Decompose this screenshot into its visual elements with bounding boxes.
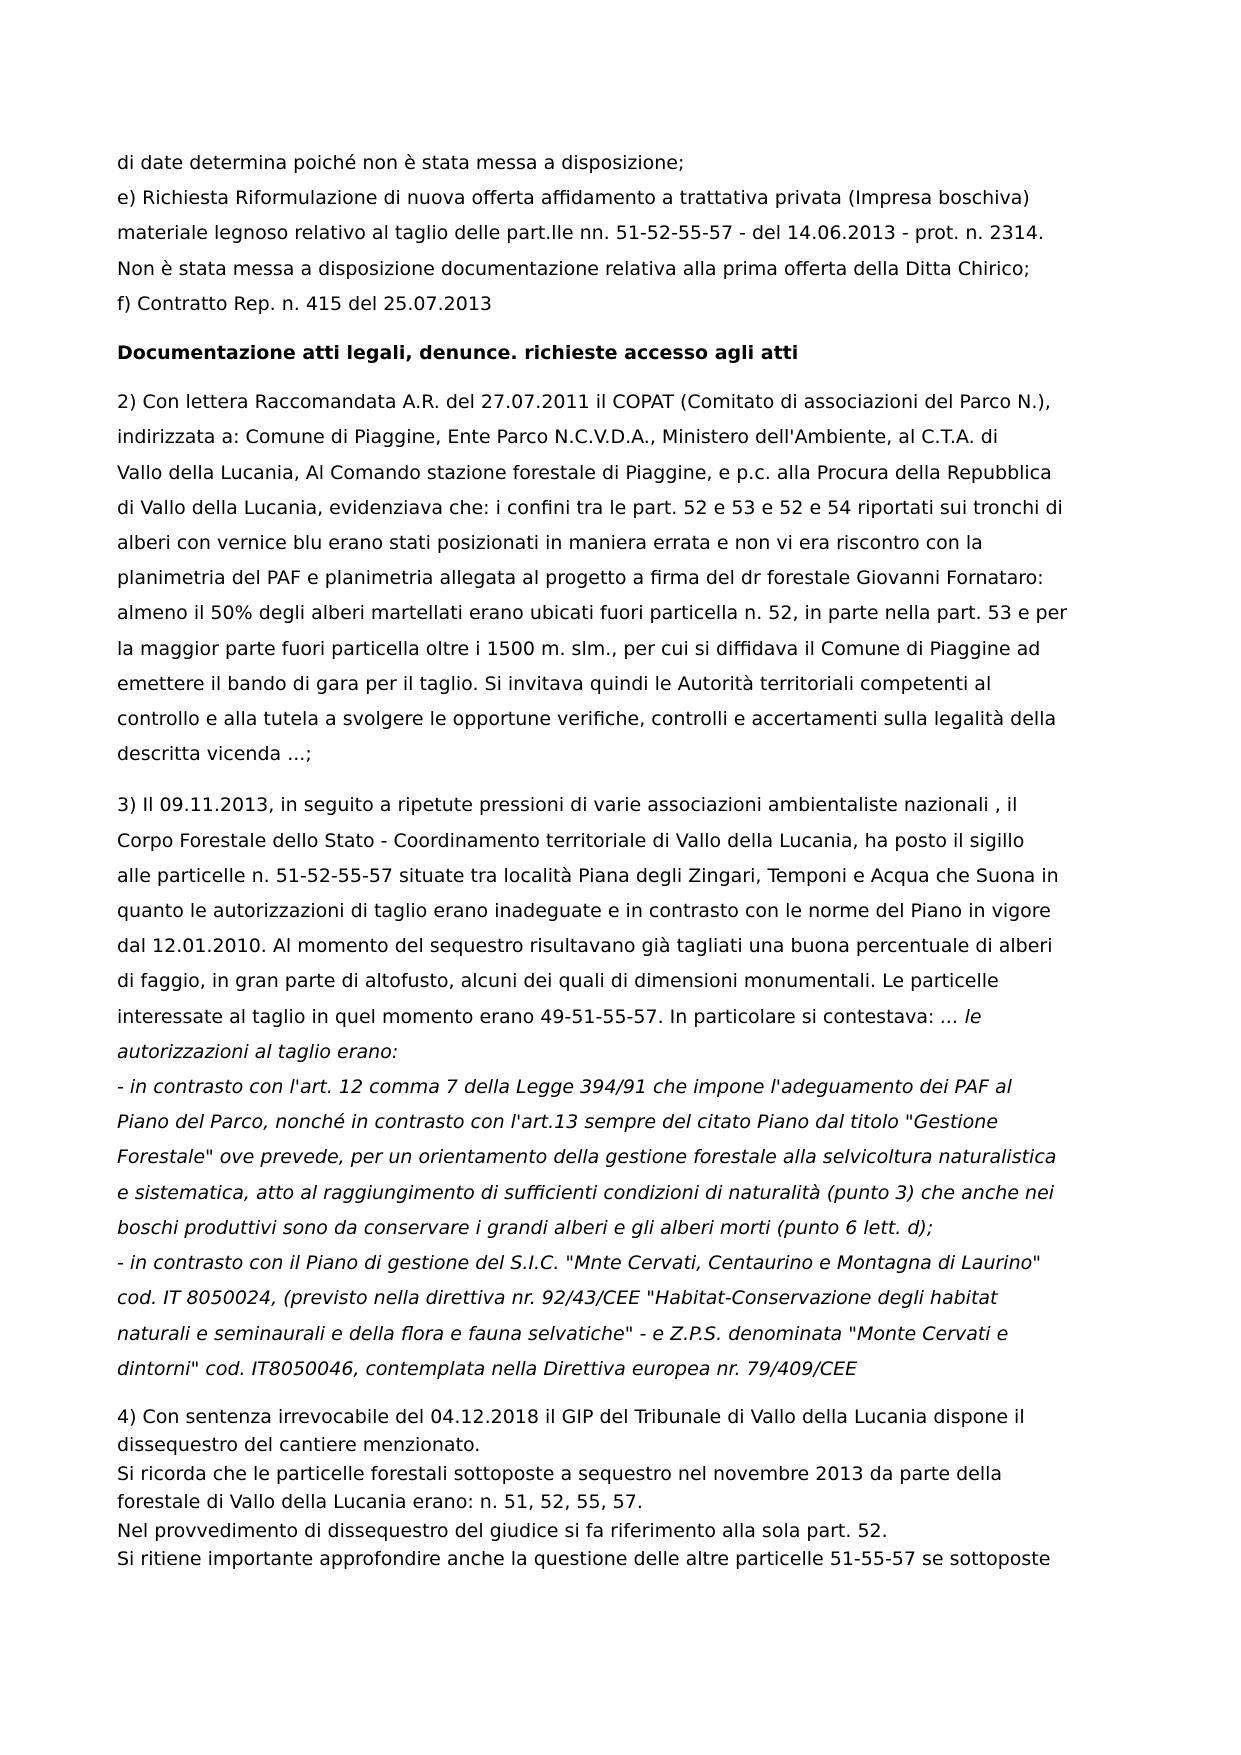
text-line: Corpo Forestale dello Stato - Coordinamento territoriale di Vallo della Lucania, ha posto il sigillo	[117, 829, 1025, 852]
italic-line: naturali e seminaurali e della flora e fauna selvatiche" - e Z.P.S. denominata "Monte Cervati e	[117, 1322, 1009, 1345]
italic-line: autorizzazioni al taglio erano:	[117, 1040, 399, 1063]
text-line: Si ricorda che le particelle forestali sottoposte a sequestro nel novembre 2013 da parte della	[117, 1462, 1003, 1485]
italic-line: boschi produttivi sono da conservare i grandi alberi e gli alberi morti (punto 6 lett. d);	[117, 1216, 934, 1239]
text-line: descritta vicenda ...;	[117, 743, 312, 766]
italic-segment: ... le	[940, 1005, 982, 1028]
text-line: di faggio, in gran parte di altofusto, alcuni dei quali di dimensioni monumentali. Le particelle	[117, 970, 999, 993]
text-line: Si ritiene importante approfondire anche la questione delle altre particelle 51-55-57 se sottoposte	[117, 1548, 1051, 1571]
text-line: dissequestro del cantiere menzionato.	[117, 1434, 481, 1457]
text-line: di date determina poiché non è stata messa a disposizione;	[117, 152, 685, 174]
text-line: di Vallo della Lucania, evidenziava che: i confini tra le part. 52 e 53 e 52 e 54 riportati sui tronchi di	[117, 496, 1063, 519]
text-line: 3) Il 09.11.2013, in seguito a ripetute pressioni di varie associazioni ambientaliste nazionali , il	[117, 794, 1018, 817]
text-line: quanto le autorizzazioni di taglio erano inadeguate e in contrasto con le norme del Piano in vigore	[117, 900, 1051, 923]
section-heading: Documentazione atti legali, denunce. richieste accesso agli atti	[117, 342, 799, 365]
document-body	[117, 146, 1127, 1574]
italic-line: Forestale" ove prevede, per un orientamento della gestione forestale alla selvicoltura naturalistica	[117, 1146, 1057, 1169]
text-line: 2) Con lettera Raccomandata A.R. del 27.07.2011 il COPAT (Comitato di associazioni del Parco N.),	[117, 391, 1051, 414]
text-line: f) Contratto Rep. n. 415 del 25.07.2013	[117, 292, 492, 315]
paragraph-4	[117, 1403, 1127, 1574]
text-line: Vallo della Lucania, Al Comando stazione forestale di Piaggine, e p.c. alla Procura della Repubblica	[117, 461, 1052, 484]
text-line: Nel provvedimento di dissequestro del giudice si fa riferimento alla sola part. 52.	[117, 1519, 888, 1542]
text-line: materiale legnoso relativo al taglio delle part.lle nn. 51-52-55-57 - del 14.06.2013 - prot. n. 2314.	[117, 222, 1044, 245]
italic-line: e sistematica, atto al raggiungimento di sufficienti condizioni di naturalità (punto 3) che anche nei	[117, 1181, 1055, 1204]
text-line: la maggior parte fuori particella oltre i 1500 m. slm., per cui si diffidava il Comune di Piaggine ad	[117, 637, 1041, 660]
text-line: 4) Con sentenza irrevocabile del 04.12.2018 il GIP del Tribunale di Vallo della Lucania dispone il	[117, 1405, 1025, 1428]
text-line: dal 12.01.2010. Al momento del sequestro risultavano già tagliati una buona percentuale di alberi	[117, 935, 1053, 958]
text-line: indirizzata a: Comune di Piaggine, Ente Parco N.C.V.D.A., Ministero dell'Ambiente, al C.T.A. di	[117, 426, 999, 449]
text-line: Non è stata messa a disposizione documentazione relativa alla prima offerta della Ditta Chirico;	[117, 257, 1030, 280]
text-line: alle particelle n. 51-52-55-57 situate tra località Piana degli Zingari, Temponi e Acqua che Suona in	[117, 864, 1059, 887]
paragraph-2	[117, 385, 1127, 772]
text-segment: interessate al taglio in quel momento erano 49-51-55-57. In particolare si contestava:	[117, 1005, 941, 1028]
text-line: emettere il bando di gara per il taglio. Si invitava quindi le Autorità territoriali competenti al	[117, 672, 992, 695]
text-line: e) Richiesta Riformulazione di nuova offerta affidamento a trattativa privata (Impresa boschiva)	[117, 187, 1030, 210]
italic-line: - in contrasto con l'art. 12 comma 7 della Legge 394/91 che impone l'adeguamento dei PAF al	[117, 1076, 1012, 1099]
italic-line: dintorni" cod. IT8050046, contemplata nella Direttiva europea nr. 79/409/CEE	[117, 1357, 858, 1380]
text-line-mixed	[117, 1000, 1127, 1035]
text-line: alberi con vernice blu erano stati posizionati in maniera errata e non vi era riscontro con la	[117, 532, 983, 555]
italic-line: Piano del Parco, nonché in contrasto con l'art.13 sempre del citato Piano dal titolo "Gestione	[117, 1111, 999, 1134]
text-line: planimetria del PAF e planimetria allegata al progetto a firma del dr forestale Giovanni Fornataro:	[117, 567, 1044, 590]
italic-line: - in contrasto con il Piano di gestione del S.I.C. "Mnte Cervati, Centaurino e Montagna di Laurino"	[117, 1252, 1041, 1275]
text-line: almeno il 50% degli alberi martellati erano ubicati fuori particella n. 52, in parte nella part. 53 e per	[117, 602, 1068, 625]
text-line: forestale di Vallo della Lucania erano: n. 51, 52, 55, 57.	[117, 1491, 643, 1514]
intro-paragraph	[117, 146, 1127, 322]
italic-line: cod. IT 8050024, (previsto nella direttiva nr. 92/43/CEE "Habitat-Conservazione degli habitat	[117, 1287, 998, 1310]
paragraph-3	[117, 788, 1127, 1386]
text-line: controllo e alla tutela a svolgere le opportune verifiche, controlli e accertamenti sulla legalità della	[117, 708, 1057, 731]
